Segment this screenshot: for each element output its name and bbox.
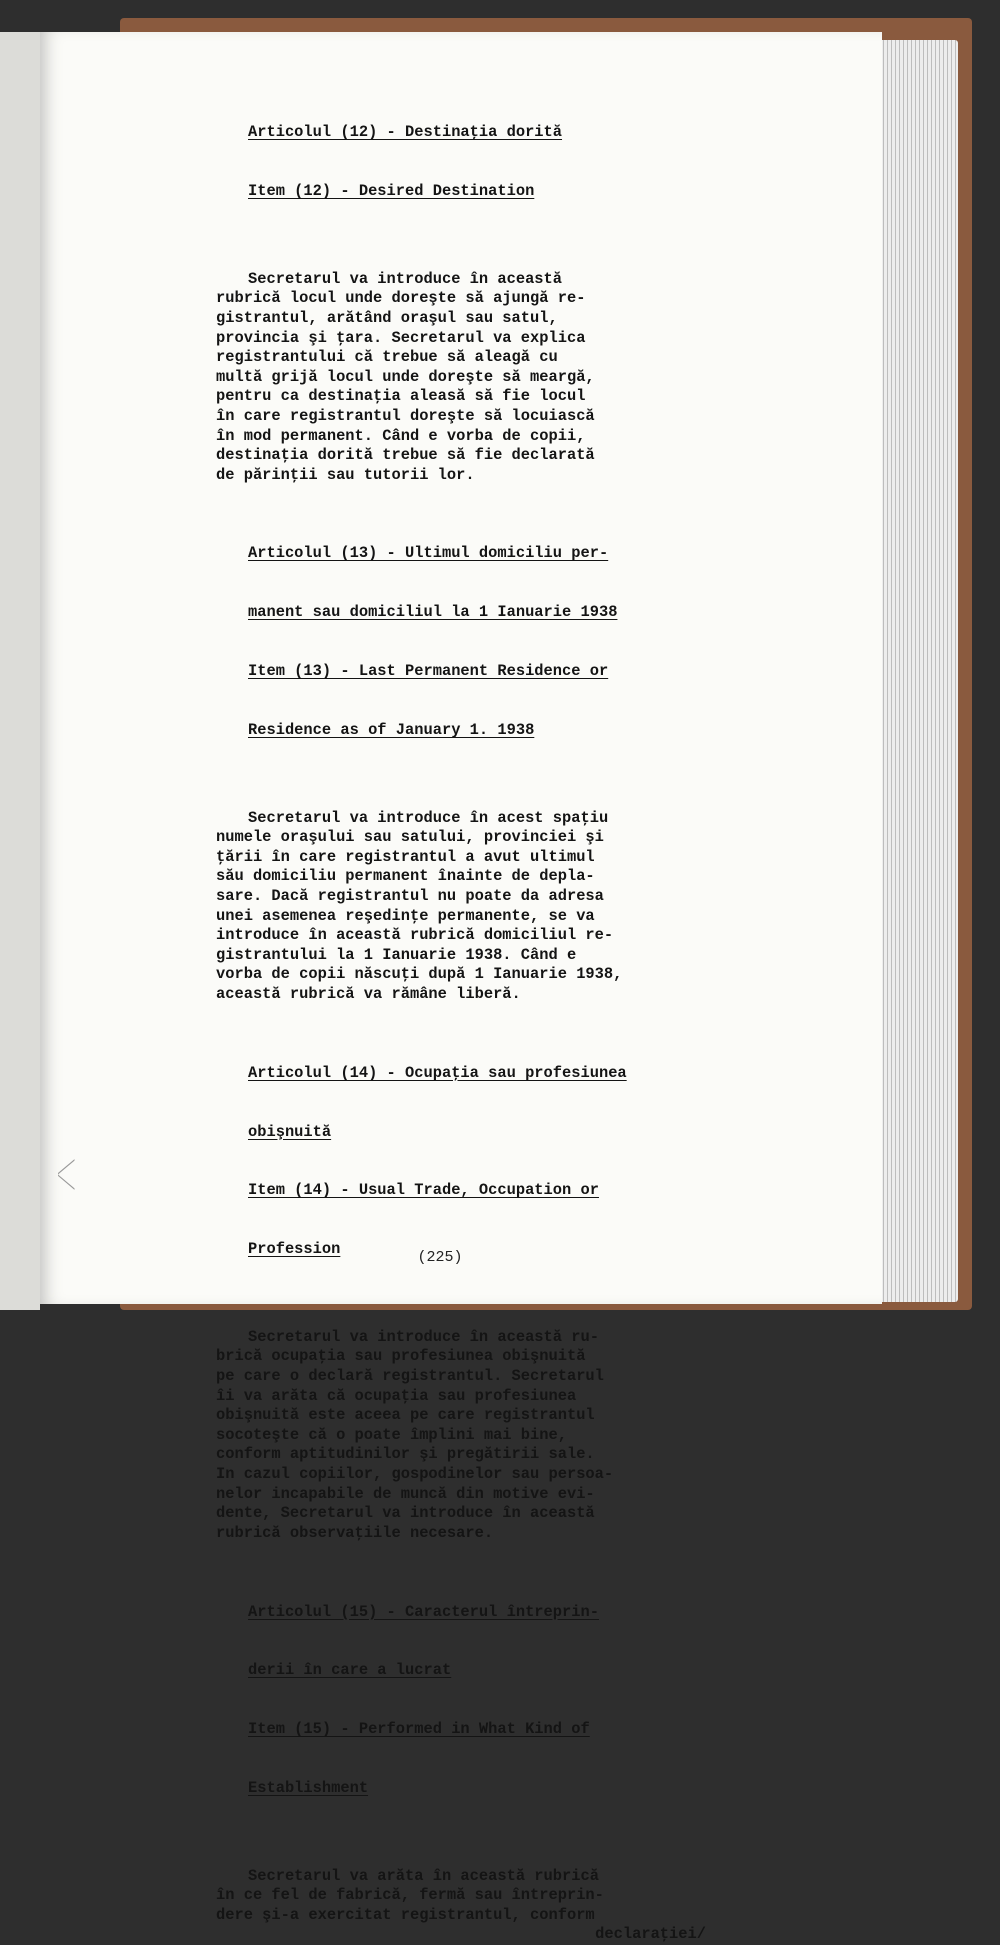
section-13-heading bbox=[248, 505, 720, 779]
paragraph-line: gistrantul, arătând oraşul sau satul, bbox=[216, 308, 558, 327]
paragraph-line: rubrică observaţiile necesare. bbox=[216, 1523, 494, 1542]
heading-line: Item (14) - Usual Trade, Occupation or bbox=[248, 1181, 599, 1200]
paragraph-line: Secretarul va introduce în această bbox=[248, 269, 563, 288]
document-page bbox=[40, 32, 882, 1944]
paragraph-line: vorba de copii născuţi după 1 Ianuarie 1938, bbox=[216, 965, 623, 984]
paragraph-line: numele oraşului sau satului, provinciei şi bbox=[216, 828, 604, 847]
paragraph-line: obişnuită este aceea pe care registrantul bbox=[216, 1406, 595, 1425]
paragraph-line: socoteşte că o poate împlini mai bine, bbox=[216, 1425, 567, 1444]
paragraph-line: rubrică locul unde doreşte să ajungă re- bbox=[216, 289, 586, 308]
page-content bbox=[216, 84, 756, 1945]
paragraph-line: ţării în care registrantul a avut ultimul bbox=[216, 847, 595, 866]
paragraph-line: registrantului că trebue să aleagă cu bbox=[216, 348, 558, 367]
heading-line: manent sau domiciliul la 1 Ianuarie 1938 bbox=[248, 603, 618, 622]
paragraph-line: îi va arăta că ocupaţia sau profesiunea bbox=[216, 1386, 577, 1405]
paragraph-line: gistrantului la 1 Ianuarie 1938. Când e bbox=[216, 945, 577, 964]
paragraph-line: In cazul copiilor, gospodinelor sau persoa- bbox=[216, 1465, 614, 1483]
paragraph-line: dere şi-a exercitat registrantul, conform bbox=[216, 1905, 595, 1924]
section-15-heading bbox=[248, 1563, 720, 1837]
heading-line: Item (13) - Last Permanent Residence or bbox=[248, 662, 609, 681]
heading-line: Establishment bbox=[248, 1778, 369, 1797]
heading-line: Articolul (12) - Destinaţia dorită bbox=[248, 123, 563, 142]
paragraph-line: său domiciliu permanent înainte de depla- bbox=[216, 867, 595, 886]
continuation-word: declaraţiei/ bbox=[595, 1925, 706, 1944]
paragraph-line: nelor incapabile de muncă din motive evi- bbox=[216, 1484, 595, 1503]
paragraph-line: Secretarul va introduce în această ru- bbox=[248, 1327, 599, 1346]
heading-line: Articolul (15) - Caracterul întreprin- bbox=[248, 1602, 599, 1621]
paragraph-line: în care registrantul doreşte să locuiască bbox=[216, 406, 595, 425]
section-12-heading bbox=[248, 84, 720, 241]
paragraph-line: dente, Secretarul va introduce în această bbox=[216, 1504, 595, 1523]
paragraph-line: pe care o declară registrantul. Secretarul bbox=[216, 1367, 604, 1386]
heading-line: derii în care a lucrat bbox=[248, 1661, 452, 1680]
facing-page-edge bbox=[0, 32, 40, 1310]
heading-line: Profession bbox=[248, 1240, 341, 1259]
margin-pencil-mark: ⟋⟍ bbox=[54, 1159, 80, 1190]
page-stack-edges bbox=[880, 40, 958, 1302]
paragraph-line: în ce fel de fabrică, fermă sau întreprin- bbox=[216, 1886, 604, 1905]
section-15-paragraph bbox=[216, 1867, 756, 1926]
heading-line: Item (15) - Performed in What Kind of bbox=[248, 1720, 590, 1739]
heading-line: Residence as of January 1. 1938 bbox=[248, 720, 535, 739]
paragraph-line: de părinţii sau tutorii lor. bbox=[216, 465, 475, 484]
paragraph-line: Secretarul va arăta în această rubrică bbox=[248, 1866, 599, 1885]
section-13-paragraph bbox=[216, 809, 756, 1005]
paragraph-line: multă grijă locul unde doreşte să meargă, bbox=[216, 367, 595, 386]
paragraph-line: pentru ca destinaţia aleasă să fie locul bbox=[216, 387, 586, 406]
paragraph-line: această rubrică va rămâne liberă. bbox=[216, 984, 521, 1003]
heading-line: Articolul (13) - Ultimul domiciliu per- bbox=[248, 544, 609, 563]
paragraph-line: destinaţia dorită trebue să fie declarată bbox=[216, 446, 595, 465]
paragraph-line: sare. Dacă registrantul nu poate da adresa bbox=[216, 886, 604, 905]
paragraph-line: introduce în această rubrică domiciliul re- bbox=[216, 926, 614, 945]
section-12-paragraph bbox=[216, 270, 756, 486]
heading-line: Item (12) - Desired Destination bbox=[248, 181, 535, 200]
paragraph-line: în mod permanent. Când e vorba de copii, bbox=[216, 426, 586, 445]
section-14-paragraph bbox=[216, 1328, 756, 1544]
paragraph-line: conform aptitudinilor şi pregătirii sale. bbox=[216, 1445, 595, 1464]
paragraph-line: brică ocupaţia sau profesiunea obişnuită bbox=[216, 1347, 586, 1366]
paragraph-line: Secretarul va introduce în acest spaţiu bbox=[248, 808, 609, 827]
page-number: (225) bbox=[417, 1249, 463, 1266]
paragraph-line: unei asemenea reşedinţe permanente, se va bbox=[216, 906, 595, 925]
paragraph-line: provincia şi ţara. Secretarul va explica bbox=[216, 328, 586, 347]
heading-line: Articolul (14) - Ocupaţia sau profesiunea bbox=[248, 1063, 627, 1082]
heading-line: obişnuită bbox=[248, 1122, 332, 1141]
